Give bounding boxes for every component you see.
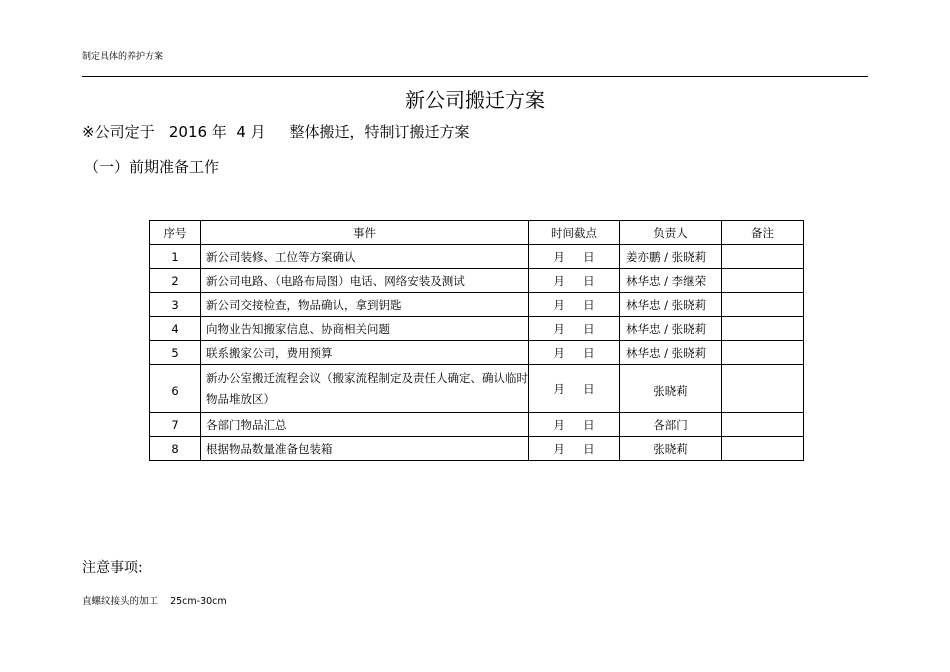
document-title: 新公司搬迁方案 — [405, 88, 545, 112]
row-remark — [722, 269, 804, 293]
row-owner: 张晓莉 — [620, 365, 722, 413]
intro-line: ※公司定于 2016 年 4 月 整体搬迁，特制订搬迁方案 — [82, 123, 470, 141]
row-remark — [722, 293, 804, 317]
table-row — [150, 317, 804, 341]
row-owner: 各部门 — [620, 413, 722, 437]
row-remark — [722, 341, 804, 365]
column-header-time: 时间截点 — [529, 221, 620, 245]
row-number: 8 — [150, 437, 201, 461]
row-owner: 林华忠 / 李继荣 — [620, 269, 722, 293]
column-header-owner: 负责人 — [620, 221, 722, 245]
row-event: 各部门物品汇总 — [201, 413, 529, 437]
row-number: 7 — [150, 413, 201, 437]
table-row — [150, 437, 804, 461]
row-time: 月 日 — [529, 317, 620, 341]
row-remark — [722, 413, 804, 437]
row-remark — [722, 437, 804, 461]
row-remark — [722, 317, 804, 341]
table-row — [150, 293, 804, 317]
row-time: 月 日 — [529, 365, 620, 413]
section-heading: （一）前期准备工作 — [84, 158, 220, 176]
row-number: 3 — [150, 293, 201, 317]
row-time: 月 日 — [529, 269, 620, 293]
table-row — [150, 341, 804, 365]
row-number: 2 — [150, 269, 201, 293]
column-header-event: 事件 — [201, 221, 529, 245]
table-row — [150, 269, 804, 293]
row-remark — [722, 365, 804, 413]
row-time: 月 日 — [529, 413, 620, 437]
row-owner: 林华忠 / 张晓莉 — [620, 317, 722, 341]
row-remark — [722, 245, 804, 269]
row-time: 月 日 — [529, 437, 620, 461]
row-time: 月 日 — [529, 293, 620, 317]
header-note: 制定具体的养护方案 — [82, 52, 164, 62]
row-event: 联系搬家公司，费用预算 — [201, 341, 529, 365]
column-header-no: 序号 — [150, 221, 201, 245]
row-event: 新公司电路、（电路布局图）电话、网络安装及测试 — [201, 269, 529, 293]
row-event: 新公司交接检查，物品确认，拿到钥匙 — [201, 293, 529, 317]
notes-line: 直螺纹接头的加工 25cm-30cm — [82, 596, 227, 607]
row-number: 5 — [150, 341, 201, 365]
table-row — [150, 365, 804, 413]
table-row — [150, 245, 804, 269]
notes-title: 注意事项: — [82, 560, 143, 576]
row-event: 向物业告知搬家信息、协商相关问题 — [201, 317, 529, 341]
row-time: 月 日 — [529, 245, 620, 269]
table-row — [150, 413, 804, 437]
row-owner: 张晓莉 — [620, 437, 722, 461]
row-number: 1 — [150, 245, 201, 269]
column-header-remark: 备注 — [722, 221, 804, 245]
header-divider — [82, 76, 868, 77]
row-owner: 林华忠 / 张晓莉 — [620, 293, 722, 317]
row-owner: 林华忠 / 张晓莉 — [620, 341, 722, 365]
relocation-plan-table — [149, 220, 804, 461]
table-header-row — [150, 221, 804, 245]
row-event: 新公司装修、工位等方案确认 — [201, 245, 529, 269]
row-time: 月 日 — [529, 341, 620, 365]
row-owner: 姜亦鹏 / 张晓莉 — [620, 245, 722, 269]
row-number: 4 — [150, 317, 201, 341]
row-event: 新办公室搬迁流程会议（搬家流程制定及责任人确定、确认临时物品堆放区） — [201, 365, 529, 413]
row-event: 根据物品数量准备包装箱 — [201, 437, 529, 461]
row-number: 6 — [150, 365, 201, 413]
